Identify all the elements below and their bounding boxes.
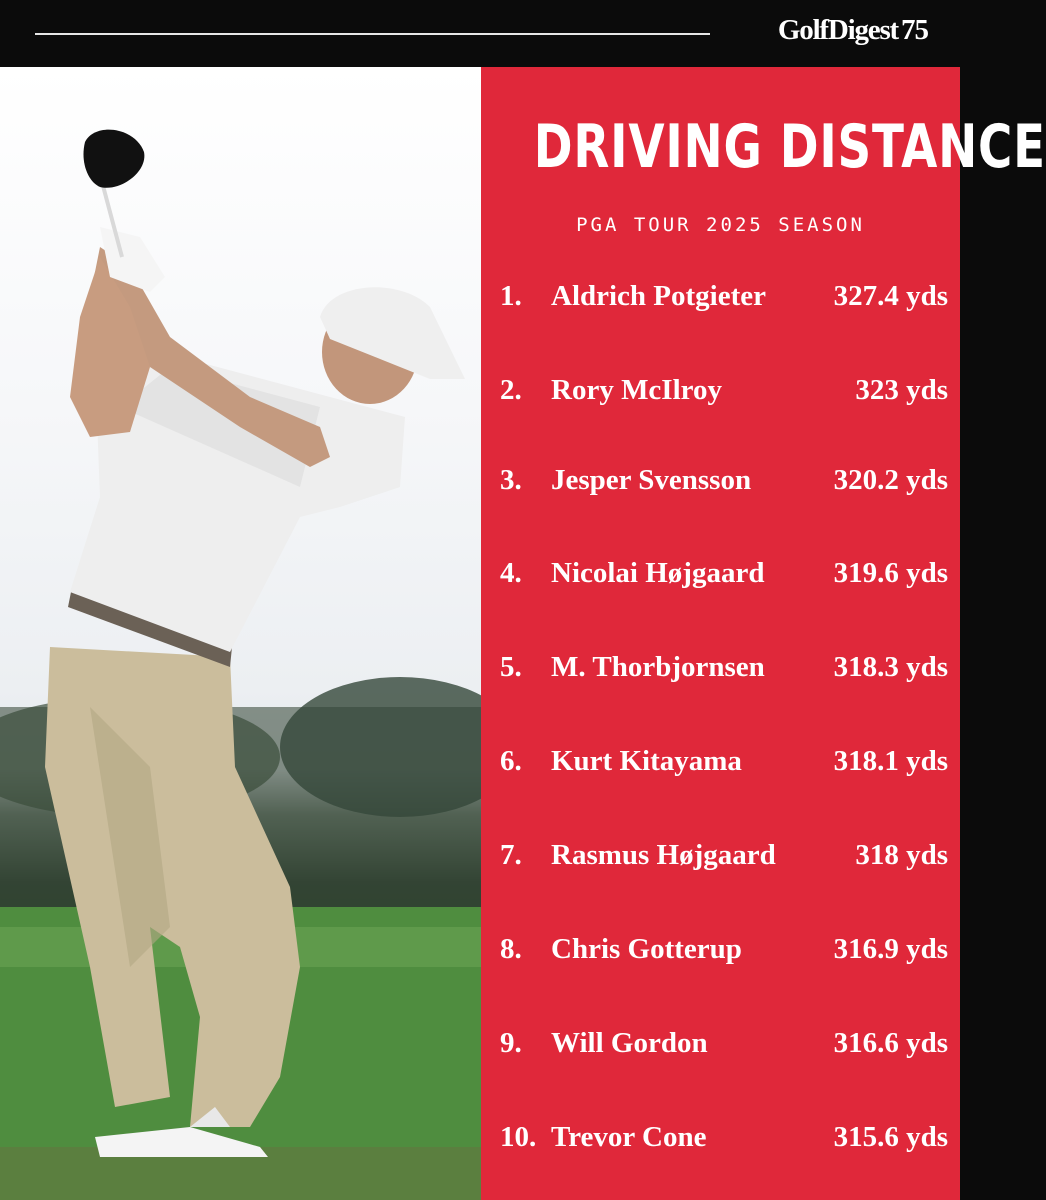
player-name: Rory McIlroy — [551, 374, 722, 406]
driving-distance: 323 yds — [855, 374, 948, 406]
rank-number: 1. — [500, 280, 522, 312]
player-name: Trevor Cone — [551, 1121, 707, 1153]
golfer-photo — [0, 67, 481, 1200]
rank-number: 2. — [500, 374, 522, 406]
ranking-row — [481, 927, 960, 971]
player-name: Aldrich Potgieter — [551, 280, 767, 312]
ranking-row — [481, 645, 960, 689]
driving-distance: 327.4 yds — [833, 280, 948, 312]
rank-number: 5. — [500, 651, 522, 683]
driving-distance: 318.3 yds — [833, 651, 948, 683]
driving-distance: 316.6 yds — [833, 1027, 948, 1059]
player-name: Chris Gotterup — [551, 933, 742, 965]
chart-subtitle: PGA TOUR 2025 SEASON — [576, 214, 865, 236]
brand-number: 75 — [901, 14, 928, 46]
ranking-row — [481, 833, 960, 877]
driving-distance: 316.9 yds — [833, 933, 948, 965]
player-name: Rasmus Højgaard — [551, 839, 776, 871]
player-name: Nicolai Højgaard — [551, 557, 765, 589]
ranking-panel — [481, 67, 1046, 1200]
player-name: Kurt Kitayama — [551, 745, 742, 777]
golf-digest-logo — [778, 14, 928, 54]
player-name: Will Gordon — [551, 1027, 708, 1059]
chart-title: DRIVING DISTANCE — [533, 112, 1046, 182]
top-bar — [0, 0, 960, 67]
ranking-row — [481, 1115, 960, 1159]
driving-distance: 318.1 yds — [833, 745, 948, 777]
driving-distance: 319.6 yds — [833, 557, 948, 589]
driving-distance: 320.2 yds — [833, 464, 948, 496]
brand-name: GolfDigest — [777, 14, 898, 46]
golfer-backswing-image — [0, 67, 481, 1200]
player-name: Jesper Svensson — [551, 464, 752, 496]
ranking-row — [481, 551, 960, 595]
driving-distance: 318 yds — [855, 839, 948, 871]
driving-distance: 315.6 yds — [833, 1121, 948, 1153]
ranking-row — [481, 368, 960, 412]
rank-number: 10. — [500, 1121, 537, 1153]
header-rule — [35, 33, 710, 35]
ranking-row — [481, 1021, 960, 1065]
rank-number: 4. — [500, 557, 522, 589]
rank-number: 7. — [500, 839, 522, 871]
rank-number: 8. — [500, 933, 522, 965]
rank-number: 6. — [500, 745, 522, 777]
ranking-row — [481, 274, 960, 318]
rank-number: 9. — [500, 1027, 522, 1059]
ranking-row — [481, 458, 960, 502]
player-name: M. Thorbjornsen — [551, 651, 765, 683]
rank-number: 3. — [500, 464, 522, 496]
ranking-row — [481, 739, 960, 783]
